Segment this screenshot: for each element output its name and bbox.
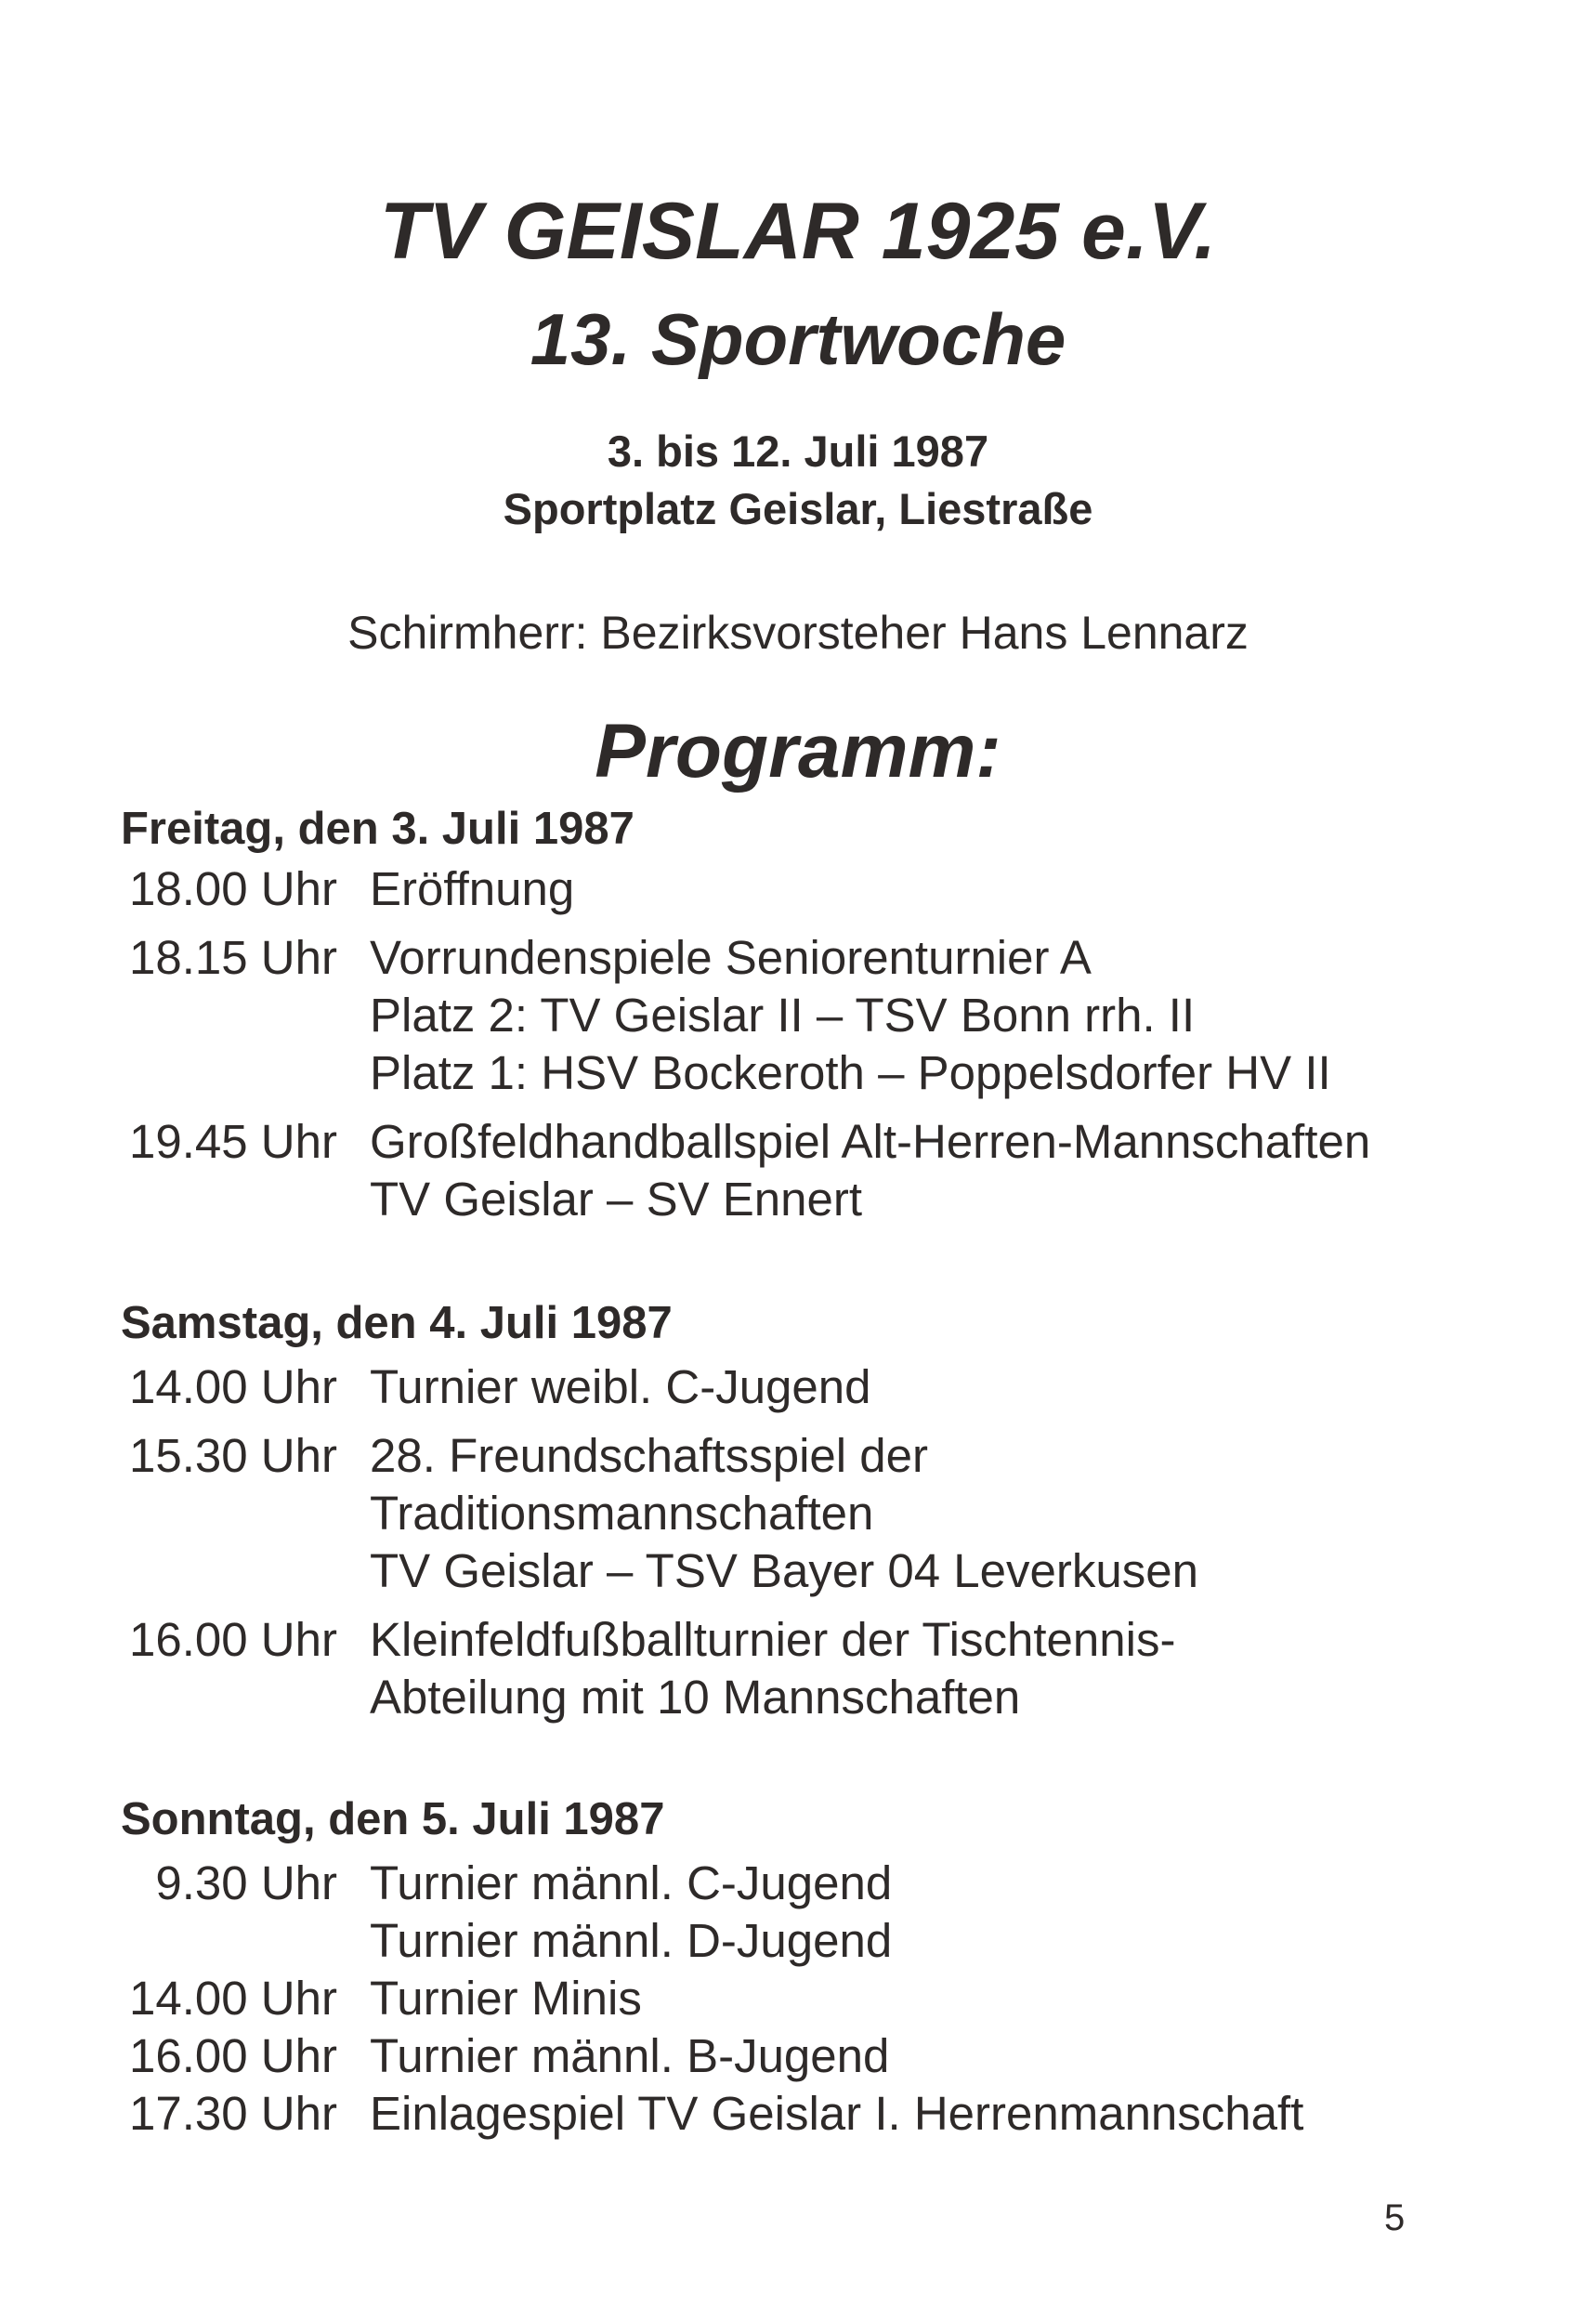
patron-line: Schirmherr: Bezirksvorsteher Hans Lennarz [347,607,1249,659]
schedule-text: Turnier Minis [370,1972,642,2025]
schedule-row [0,2085,1596,2143]
schedule-time: 15.30 Uhr [129,1429,337,1482]
program-heading: Programm: [595,709,1001,793]
schedule-text: Einlagespiel TV Geislar I. Herrenmannschaft [370,2087,1304,2140]
schedule-row [0,1669,1596,1726]
schedule-text: 28. Freundschaftsspiel der [370,1429,928,1482]
schedule-time: 18.15 Uhr [129,931,337,984]
schedule-time: 16.00 Uhr [129,1613,337,1666]
event-title: 13. Sportwoche [530,298,1066,380]
schedule-text: Traditionsmannschaften [370,1487,874,1540]
schedule-time: 19.45 Uhr [129,1115,337,1168]
schedule-text: Platz 1: HSV Bockeroth – Poppelsdorfer HV II [370,1046,1331,1099]
schedule-time: 18.00 Uhr [129,862,337,915]
schedule-text: Vorrundenspiele Seniorenturnier A [370,931,1092,984]
event-venue: Sportplatz Geislar, Liestraße [503,484,1093,533]
day-heading-friday: Freitag, den 3. Juli 1987 [121,804,634,854]
schedule-row [0,860,1596,918]
schedule-row [0,1542,1596,1600]
schedule-row [0,1970,1596,2027]
schedule-row [0,1912,1596,1970]
schedule-row [0,1611,1596,1669]
schedule-time: 9.30 Uhr [155,1856,337,1909]
schedule-text: Turnier männl. C-Jugend [370,1856,893,1909]
schedule-text: Turnier männl. B-Jugend [370,2029,890,2082]
day-heading-sunday: Sonntag, den 5. Juli 1987 [121,1794,665,1844]
schedule-text: TV Geislar – TSV Bayer 04 Leverkusen [370,1544,1198,1597]
schedule-row [0,1485,1596,1542]
schedule-text: Großfeldhandballspiel Alt-Herren-Mannschaften [370,1115,1371,1168]
schedule-row [0,929,1596,987]
day-heading-saturday: Samstag, den 4. Juli 1987 [121,1298,673,1348]
schedule-text: TV Geislar – SV Ennert [370,1173,863,1226]
schedule-time: 14.00 Uhr [129,1972,337,2025]
schedule-row [0,1427,1596,1485]
schedule-text: Kleinfeldfußballturnier der Tischtennis- [370,1613,1176,1666]
schedule-time: 17.30 Uhr [129,2087,337,2140]
page-number: 5 [1384,2197,1406,2238]
schedule-time: 14.00 Uhr [129,1360,337,1413]
schedule-row [0,1113,1596,1171]
event-dates: 3. bis 12. Juli 1987 [607,426,989,476]
schedule-text: Abteilung mit 10 Mannschaften [370,1671,1021,1724]
schedule-time: 16.00 Uhr [129,2029,337,2082]
schedule-row [0,1358,1596,1416]
schedule-text: Platz 2: TV Geislar II – TSV Bonn rrh. II [370,989,1196,1042]
schedule-row [0,1044,1596,1102]
schedule-text: Eröffnung [370,862,575,915]
schedule-row [0,2027,1596,2085]
schedule-row [0,987,1596,1044]
schedule-row [0,1171,1596,1228]
club-title: TV GEISLAR 1925 e.V. [379,187,1217,276]
schedule-row [0,1855,1596,1912]
schedule-text: Turnier männl. D-Jugend [370,1914,893,1967]
schedule-text: Turnier weibl. C-Jugend [370,1360,871,1413]
